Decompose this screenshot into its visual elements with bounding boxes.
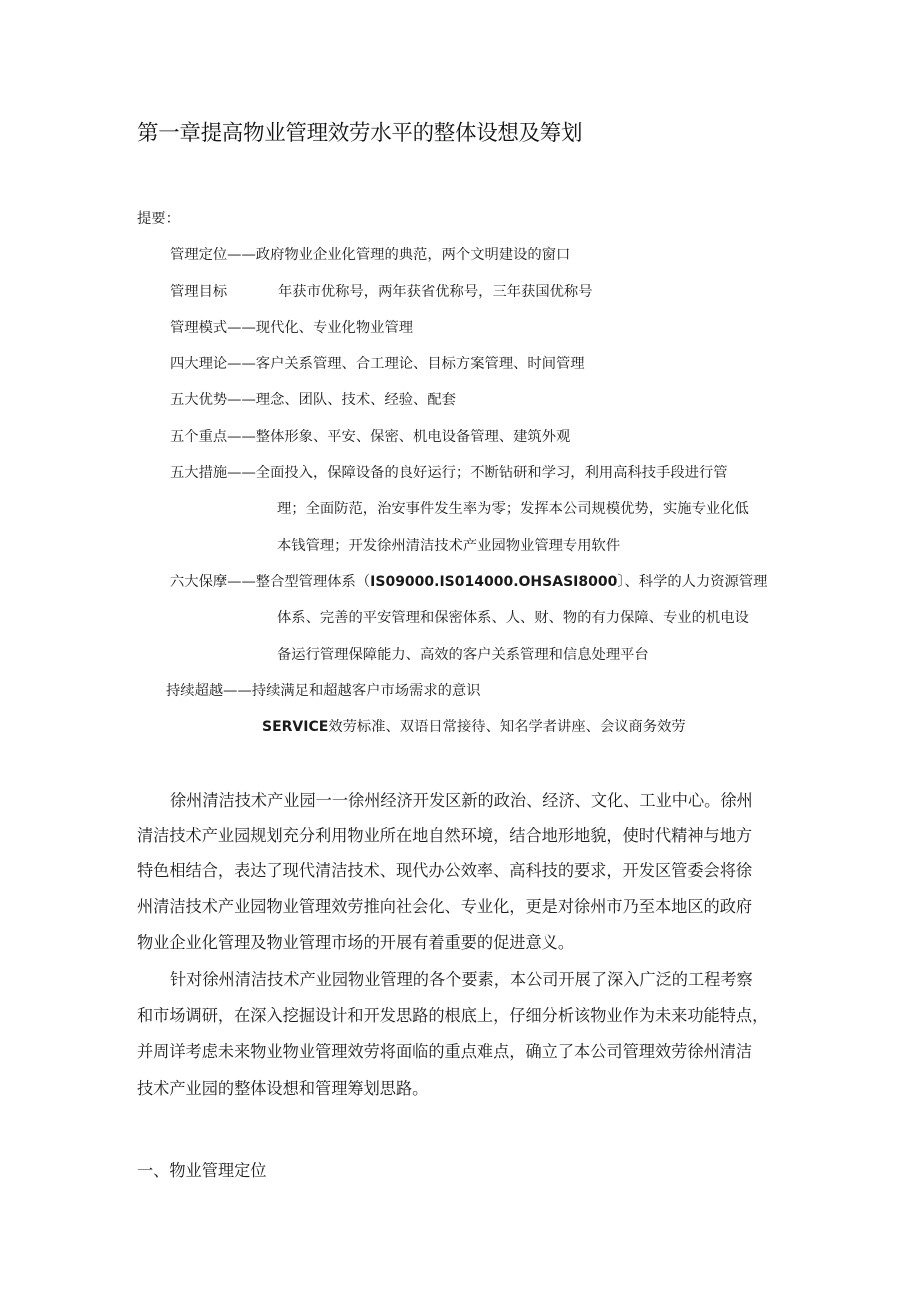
summary-focus: 五个重点——整体形象、平安、保密、机电设备管理、建筑外观 — [170, 429, 571, 445]
summary-guarantees-line: 体系、完善的平安管理和保密体系、人、财、物的有力保障、专业的机电设 — [277, 610, 749, 626]
summary-target — [170, 281, 593, 301]
summary-label: 提要： — [137, 211, 180, 227]
guarantees-prefix: 六大保摩——整合型管理体系（ — [170, 574, 371, 590]
paragraph-line: 徐州清洁技术产业园一一徐州经济开发区新的政治、经济、文化、工业中心。徐州 — [170, 791, 753, 810]
service-rest: 效劳标准、双语日常接待、知名学者讲座、会议商务效劳 — [328, 719, 686, 735]
paragraph-line: 特色相结合，表达了现代清洁技术、现代办公效率、高科技的要求，开发区管委会将徐 — [137, 861, 753, 880]
paragraph-line: 并周详考虑未来物业物业管理效劳将面临的重点难点，确立了本公司管理效劳徐州清洁 — [137, 1042, 753, 1061]
paragraph-line: 物业企业化管理及物业管理市场的开展有着重要的促进意义。 — [137, 933, 575, 952]
summary-target-value: 年获市优称号，两年获省优称号，三年获国优称号 — [278, 284, 593, 300]
section-heading: 一、物业管理定位 — [137, 1161, 267, 1180]
summary-advantages: 五大优势——理念、团队、技术、经验、配套 — [170, 392, 456, 408]
paragraph-line: 清洁技术产业园规划充分利用物业所在地自然环境，结合地形地貌，使时代精神与地方 — [137, 826, 753, 845]
service-word: SERVICE — [262, 719, 329, 735]
guarantees-suffix: 〕、科学的人力资源管理 — [617, 574, 768, 590]
summary-surpass: 持续超越——持续满足和超越客户市场需求的意识 — [166, 683, 481, 699]
summary-measures-line: 本钱管理；开发徐州清洁技术产业园物业管理专用软件 — [277, 538, 621, 554]
summary-mode: 管理模式——现代化、专业化物业管理 — [170, 320, 414, 336]
paragraph-line: 技术产业园的整体设想和管理筹划思路。 — [137, 1079, 429, 1098]
guarantees-standard: IS09000.IS014000.OHSASI8000 — [370, 574, 618, 590]
summary-service-line — [262, 716, 686, 736]
summary-guarantees-line: 备运行管理保障能力、高效的客户关系管理和信息处理平台 — [277, 647, 649, 663]
paragraph-line: 州清洁技术产业园物业管理效劳推向社会化、专业化，更是对徐州市乃至本地区的政府 — [137, 897, 753, 916]
summary-guarantees-line — [170, 571, 767, 591]
summary-theories: 四大理论——客户关系管理、合工理论、目标方案管理、时间管理 — [170, 356, 585, 372]
chapter-title: 第一章提高物业管理效劳水平的整体设想及筹划 — [137, 121, 583, 146]
summary-measures-line: 五大措施——全面投入，保障设备的良好运行；不断钻研和学习，利用高科技手段进行管 — [170, 465, 728, 481]
summary-positioning: 管理定位——政府物业企业化管理的典范，两个文明建设的窗口 — [170, 247, 571, 263]
paragraph-line: 针对徐州清洁技术产业园物业管理的各个要素，本公司开展了深入广泛的工程考察 — [170, 970, 753, 989]
summary-measures-line: 理；全面防范，治安事件发生率为零；发挥本公司规模优势，实施专业化低 — [277, 501, 749, 517]
summary-target-label: 管理目标 — [170, 284, 228, 300]
paragraph-line: 和市场调研，在深入挖掘设计和开发思路的根底上，仔细分析该物业作为未来功能特点， — [137, 1006, 769, 1025]
